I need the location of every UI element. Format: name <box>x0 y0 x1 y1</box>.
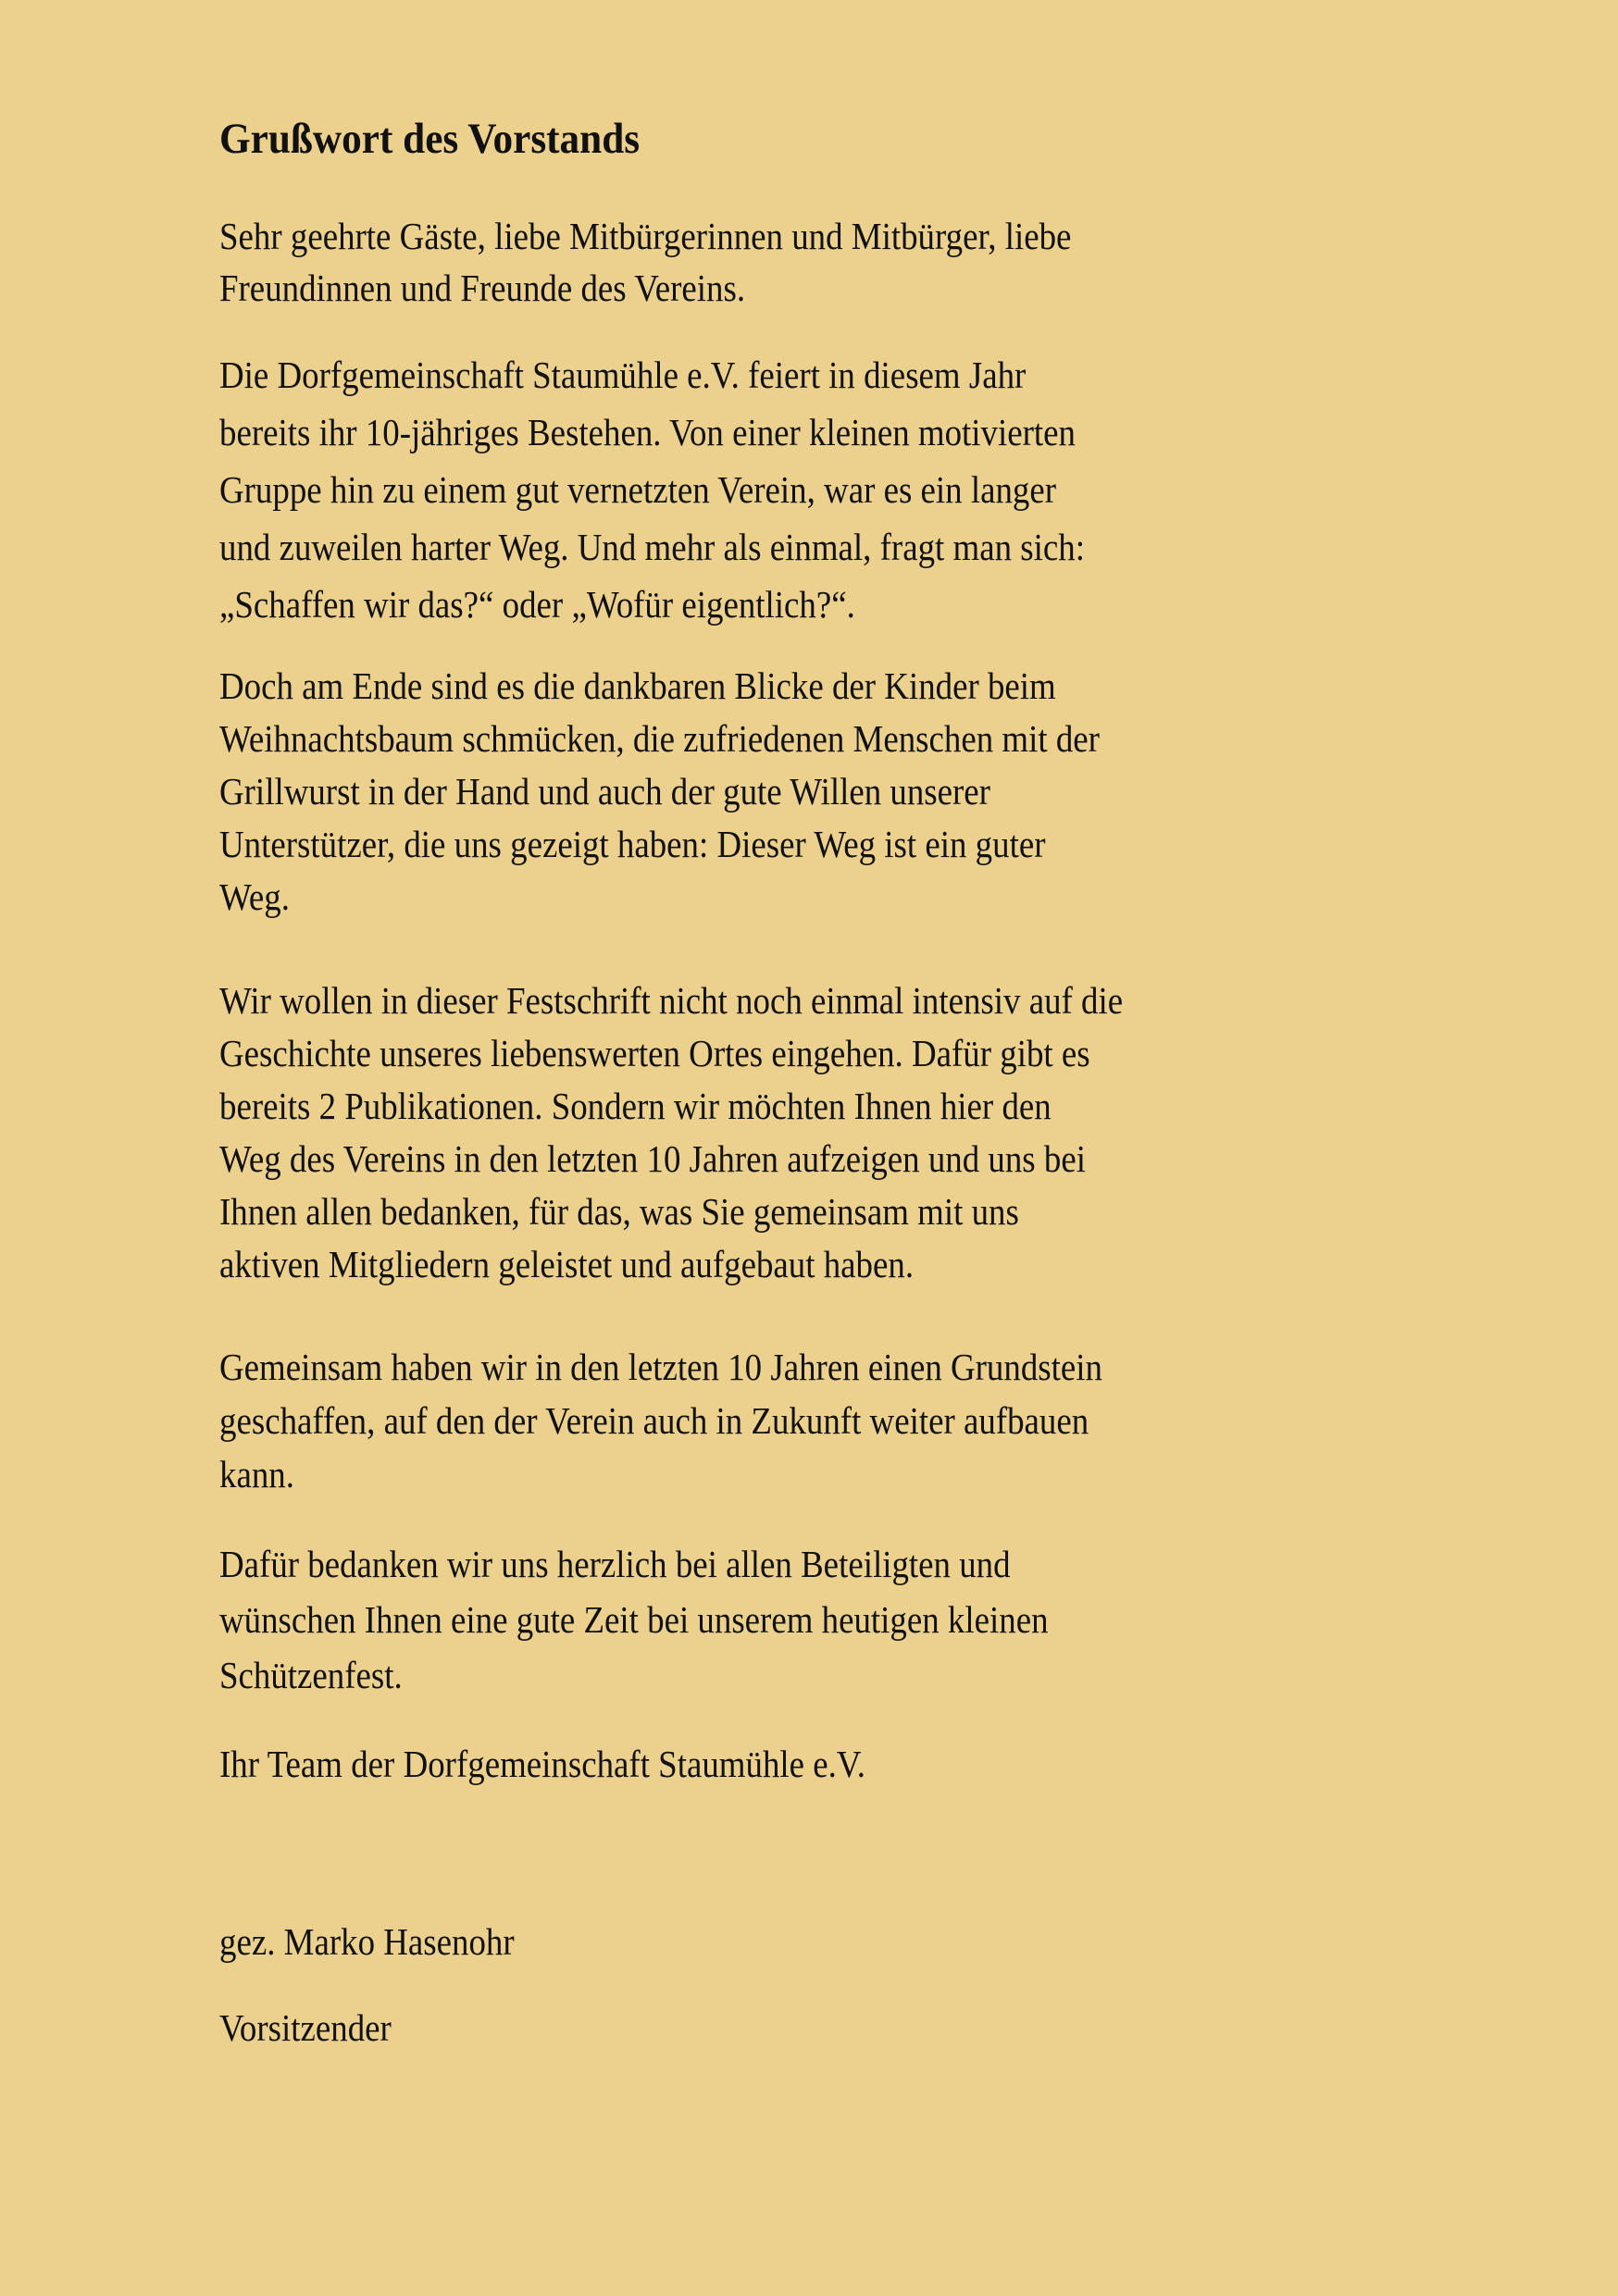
paragraph-line: Doch am Ende sind es die dankbaren Blicke der Kinder beim <box>219 664 1056 707</box>
signature: gez. Marko Hasenohr <box>219 1920 515 1963</box>
paragraph-line: kann. <box>219 1453 294 1496</box>
paragraph-line: bereits 2 Publikationen. Sondern wir möchten Ihnen hier den <box>219 1085 1052 1127</box>
paragraph-line: Freundinnen und Freunde des Vereins. <box>219 267 746 309</box>
paragraph-line: bereits ihr 10-jähriges Bestehen. Von einer kleinen motivierten <box>219 411 1076 453</box>
paragraph-line: Gruppe hin zu einem gut vernetzten Verein, war es ein langer <box>219 468 1057 511</box>
paragraph-line: und zuweilen harter Weg. Und mehr als einmal, fragt man sich: <box>219 526 1085 568</box>
paragraph-line: Dafür bedanken wir uns herzlich bei allen Beteiligten und <box>219 1543 1011 1585</box>
paragraph-line: Gemeinsam haben wir in den letzten 10 Jahren einen Grundstein <box>219 1346 1102 1388</box>
paragraph-line: Grillwurst in der Hand und auch der gute Willen unserer <box>219 770 990 813</box>
paragraph-line: Die Dorfgemeinschaft Staumühle e.V. feiert in diesem Jahr <box>219 354 1027 396</box>
paragraph-line: Geschichte unseres liebenswerten Ortes eingehen. Dafür gibt es <box>219 1032 1090 1074</box>
paragraph-line: Weg des Vereins in den letzten 10 Jahren aufzeigen und uns bei <box>219 1137 1086 1180</box>
paragraph-line: aktiven Mitgliedern geleistet und aufgebaut haben. <box>219 1243 915 1285</box>
signer-role: Vorsitzender <box>219 2006 392 2049</box>
paragraph-line: Weg. <box>219 875 290 918</box>
page-title: Grußwort des Vorstands <box>219 115 641 163</box>
paragraph-line: geschaffen, auf den der Verein auch in Zukunft weiter aufbauen <box>219 1399 1089 1442</box>
paragraph-line: Sehr geehrte Gäste, liebe Mitbürgerinnen und Mitbürger, liebe <box>219 215 1072 257</box>
paragraph-line: Schützenfest. <box>219 1654 403 1696</box>
paragraph-line: wünschen Ihnen eine gute Zeit bei unserem heutigen kleinen <box>219 1598 1049 1641</box>
closing-line: Ihr Team der Dorfgemeinschaft Staumühle e.V. <box>219 1743 865 1785</box>
paragraph-line: Weihnachtsbaum schmücken, die zufriedenen Menschen mit der <box>219 717 1100 760</box>
paragraph-line: „Schaffen wir das?“ oder „Wofür eigentlich?“. <box>219 583 855 626</box>
paragraph-line: Wir wollen in dieser Festschrift nicht noch einmal intensiv auf die <box>219 979 1124 1022</box>
paragraph-line: Ihnen allen bedanken, für das, was Sie gemeinsam mit uns <box>219 1190 1019 1233</box>
paragraph-line: Unterstützer, die uns gezeigt haben: Dieser Weg ist ein guter <box>219 823 1046 865</box>
